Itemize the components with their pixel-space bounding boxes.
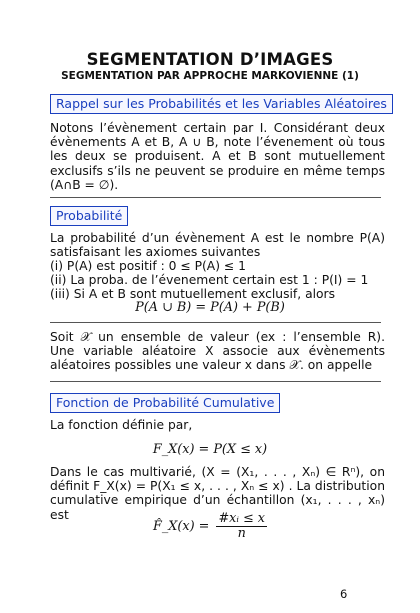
formula-empirical-numerator: #xᵢ ≤ x [218,511,266,526]
section-heading-rappel: Rappel sur les Probabilités et les Variables Aléatoires [50,94,393,114]
axiom-iii: (iii) Si A et B sont mutuellement exclusif, alors [50,287,336,301]
formula-empirical-denominator: n [237,526,246,541]
paragraph-probabilite: La probabilité d’un évènement A est le nombre P(A) satisfaisant les axiomes suivantes [50,231,385,260]
page-title: SEGMENTATION D’IMAGES [86,50,334,69]
formula-union: P(A ∪ B) = P(A) + P(B) [135,300,285,315]
formula-empirical-cdf [0,512,420,541]
formula-empirical-fraction [216,512,267,541]
divider [50,381,381,382]
formula-cdf: F_X(x) = P(X ≤ x) [152,442,268,457]
section-heading-probabilite: Probabilité [50,206,128,226]
paragraph-rappel: Notons l’évènement certain par I. Considérant deux évènements A et B, A ∪ B, note l’évenement où tous les deux se produisent. A et B sont mutuellement exclusifs s’ils ne peuvent se produire en même temps (A∩B = ∅). [50,121,385,192]
section-heading-cumulative: Fonction de Probabilité Cumulative [50,393,280,413]
axiom-ii: (ii) La proba. de l’évenement certain est 1 : P(I) = 1 [50,273,369,287]
divider [50,322,381,323]
page-subtitle: SEGMENTATION PAR APPROCHE MARKOVIENNE (1) [61,70,359,82]
paragraph-cumulative: Dans le cas multivarié, (X = (X₁, . . . , Xₙ) ∈ Rⁿ), on définit F_X(x) = P(X₁ ≤ x, . . . , Xₙ ≤ x) . La distribution cumulative empirique d’un échantillon (x₁, . . . , xₙ) est [50,465,385,522]
divider [50,197,381,198]
axiom-i: (i) P(A) est positif : 0 ≤ P(A) ≤ 1 [50,259,246,273]
paragraph-variable: Soit 𝒳 un ensemble de valeur (ex : l’ensemble R). Une variable aléatoire X associe aux évènements aléatoires possibles une valeur x dans 𝒳. on appelle [50,330,385,373]
formula-empirical-lhs: F̂_X(x) = [152,519,210,534]
paragraph-cumulative-intro: La fonction définie par, [50,418,193,432]
page-number: 6 [340,587,348,601]
